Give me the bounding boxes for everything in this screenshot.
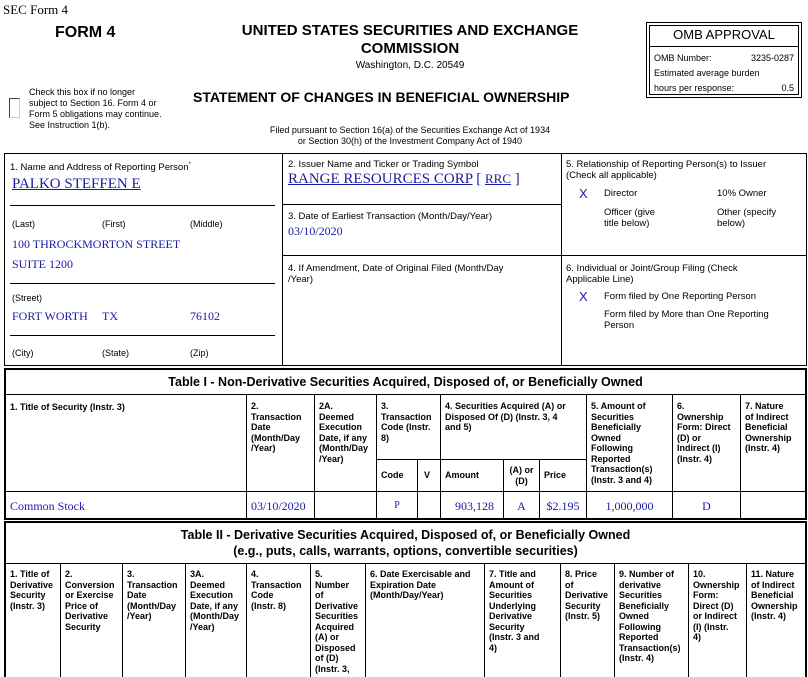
hdr-line: (Instr. 3, [315, 663, 350, 674]
ticker-link[interactable]: RRC [484, 171, 511, 186]
hdr-line: 2. [65, 569, 73, 579]
hdr-line: Securities [489, 590, 533, 600]
hdr-line: Disposed [315, 642, 356, 653]
hdr-line: Execution [319, 422, 363, 432]
other-label-l1: Other (specify [717, 207, 777, 218]
address-line2: SUITE 1200 [12, 257, 73, 271]
box5-label-l2: (Check all applicable) [566, 170, 657, 181]
table1-col-line [417, 459, 418, 520]
state-value: TX [102, 309, 118, 323]
ten-percent-owner-label: 10% Owner [717, 188, 767, 199]
hdr-line: 1. Title of [10, 569, 50, 579]
box1-line [10, 335, 275, 336]
other-label [717, 207, 776, 229]
hdr-line: Form: Direct [677, 422, 731, 432]
statement-title: STATEMENT OF CHANGES IN BENEFICIAL OWNERSHIP [193, 89, 570, 105]
hdr-line: Date, if any [319, 432, 368, 443]
row-transaction-code: P [394, 500, 400, 511]
hdr-line: Following [591, 443, 633, 453]
hdr-line: Date [251, 422, 271, 432]
hdr-line: Reported [591, 453, 631, 464]
agency-city: Washington, D.C. 20549 [355, 60, 465, 71]
hdr-line: Amount of [489, 579, 534, 590]
hdr-line: Transaction [251, 579, 302, 590]
hdr-line: Beneficially [619, 600, 670, 611]
hdr-line: Transaction(s) [619, 642, 681, 653]
hdr-line: 6. [677, 401, 685, 411]
t2-col-number-owned [619, 569, 681, 664]
last-label: (Last) [12, 219, 36, 229]
hdr-line: Securities [619, 590, 663, 600]
t1-col-amount-owned [591, 401, 653, 485]
t2-col-ownership-form [693, 569, 740, 643]
director-label: Director [604, 188, 638, 199]
row-transaction-date: 03/10/2020 [251, 499, 306, 513]
hdr-line: Following [619, 621, 661, 632]
hdr-line: Ownership [751, 600, 798, 611]
hdr-line: Number [315, 579, 350, 590]
table2-col-line [365, 563, 366, 677]
filed-pursuant [200, 125, 620, 147]
hdr-line: Indirect (I) [677, 443, 721, 453]
box1-line [10, 205, 275, 206]
hdr-line: or Indirect [693, 611, 738, 621]
hdr-line: 11. Nature [751, 569, 795, 579]
hdr-line: Date, if any [190, 600, 239, 611]
hdr-line: Securities [591, 411, 635, 422]
omb-burden-label: Estimated average burden [654, 68, 760, 78]
hdr-line: /Year) [319, 453, 344, 464]
t1-sub-aord [504, 465, 539, 486]
hdr-line: Transaction [381, 411, 432, 422]
box2-label: 2. Issuer Name and Ticker or Trading Symbol [288, 159, 479, 170]
hdr-line: Conversion [65, 579, 115, 590]
table2-col-line [614, 563, 615, 677]
hdr-line: 3. [381, 401, 389, 411]
hdr-line: Ownership [745, 432, 792, 443]
box3-label: 3. Date of Earliest Transaction (Month/Day/Year) [288, 211, 492, 222]
hdr-line: Derivative [315, 600, 359, 611]
issuer-line [288, 171, 520, 188]
hdr-line: Owned [619, 611, 650, 621]
t1-sub-amount: Amount [445, 470, 479, 480]
officer-label-l1: Officer (give [604, 207, 656, 218]
table2-col-line [560, 563, 561, 677]
row-aord: A [517, 499, 526, 513]
box4-label [288, 263, 503, 285]
box6-label-l2: Applicable Line) [566, 274, 634, 285]
hdr-line: Ownership [693, 579, 740, 590]
t2-col-nature [751, 569, 798, 622]
table2-title-l1: Table II - Derivative Securities Acquired, Disposed of, or Beneficially Owned [180, 528, 631, 542]
omb-number-value: 3235-0287 [750, 53, 794, 63]
hdr-line: Beneficial [751, 590, 794, 600]
filed-line1: Filed pursuant to Section 16(a) of the Securities Exchange Act of 1934 [269, 125, 551, 135]
table1-col-line [246, 394, 247, 520]
t2-col-transaction-code [251, 569, 302, 611]
t1-col-ownership-form [677, 401, 731, 464]
hdr-line: Execution [190, 590, 234, 600]
table2-col-line [746, 563, 747, 677]
t2-col-deemed-date [190, 569, 239, 632]
hdr-line: (Month/Day/Year) [370, 590, 444, 600]
row-price: $2.195 [546, 499, 580, 513]
checkbox-instruction [29, 87, 179, 131]
hdr-line: 4) [693, 632, 702, 642]
sec-form-label: SEC Form 4 [3, 2, 69, 17]
reporting-person-link[interactable]: PALKO STEFFEN E [12, 176, 141, 192]
t1-col-securities-acquired [445, 401, 566, 433]
bracket-close: ] [514, 171, 520, 187]
t2-col-transaction-date [127, 569, 178, 622]
t1-col-nature [745, 401, 792, 454]
hdr-line: Ownership [677, 411, 724, 422]
hdr-line: /Year) [251, 443, 276, 453]
t2-col-title [10, 569, 53, 611]
t1-col-title: 1. Title of Security (Instr. 3) [10, 402, 125, 412]
hdr-line: 8) [381, 432, 390, 443]
hdr-line: Date [127, 590, 147, 600]
zip-label: (Zip) [190, 348, 209, 358]
box1-label [10, 160, 191, 173]
hdr-line: 3. [127, 569, 135, 579]
hdr-line: Form: [693, 590, 719, 600]
hdr-line: 2A. [319, 401, 334, 411]
t1-col-date [251, 401, 302, 454]
box6-label [566, 263, 738, 285]
officer-label [604, 207, 655, 229]
table2-col-line [688, 563, 689, 677]
table2-title-l2: (e.g., puts, calls, warrants, options, convertible securities) [233, 544, 578, 558]
table1-line [4, 394, 807, 395]
hdr-line: Derivative [565, 590, 609, 600]
hdr-line: Direct (D) [693, 600, 734, 611]
filed-line2: or Section 30(h) of the Investment Company Act of 1940 [297, 136, 523, 146]
checkbox-text-line: See Instruction 1(b). [29, 120, 111, 130]
checkbox-text-line: Check this box if no longer [29, 87, 136, 97]
hdr-line: 5. [315, 569, 323, 579]
t1-sub-price: Price [544, 470, 567, 480]
box1-label-text: 1. Name and Address of Reporting Person [10, 162, 189, 174]
table2-col-line [122, 563, 123, 677]
row-amount: 903,128 [455, 499, 494, 513]
grid-divider [561, 255, 807, 256]
box6-label-l1: 6. Individual or Joint/Group Filing (Check [566, 263, 738, 274]
section16-checkbox[interactable] [9, 98, 20, 118]
table2-col-line [310, 563, 311, 677]
box5-label [566, 159, 766, 181]
hdr-line: (A) or [315, 632, 339, 642]
hdr-line: of [565, 579, 574, 590]
box1-line [10, 283, 275, 284]
hdr-line: 4. [251, 569, 259, 579]
state-label: (State) [102, 348, 130, 358]
hdr-line: (Instr. 5) [565, 611, 601, 621]
hdr-line: (Instr. 4) [619, 653, 655, 663]
t1-col-deemed-date [319, 401, 368, 464]
hdr-line: of (D) [315, 653, 339, 663]
box4-label-l2: /Year) [288, 274, 313, 285]
hdr-line: of Indirect [745, 411, 789, 422]
hdr-line: (Month/Day [127, 600, 176, 611]
table2-col-line [246, 563, 247, 677]
more-persons-label [604, 309, 769, 331]
middle-label: (Middle) [190, 219, 223, 229]
hdr-line: of [315, 590, 324, 600]
table1-col-line [314, 394, 315, 520]
checkbox-text-line: Form 5 obligations may continue. [29, 109, 162, 119]
hdr-line: Securities [315, 611, 359, 621]
table2-col-line [185, 563, 186, 677]
hdr-line: 9. Number of [619, 569, 675, 579]
agency-line1: UNITED STATES SECURITIES AND EXCHANGE [241, 22, 579, 39]
hdr-line: 5. Amount of [591, 401, 646, 411]
hdr-line: Code (Instr. [381, 422, 431, 432]
earliest-transaction-date: 03/10/2020 [288, 224, 343, 238]
hdr-line: (A) or [509, 465, 534, 475]
hdr-line: (Month/Day [251, 432, 300, 443]
director-check-mark: X [579, 186, 588, 201]
hdr-line: 3A. [190, 569, 205, 579]
t2-col-number-derivative [315, 569, 358, 674]
hdr-line: Underlying [489, 600, 537, 611]
hdr-line: 4) [489, 642, 498, 653]
more-persons-l1: Form filed by More than One Reporting [604, 309, 769, 320]
hdr-line: Security [565, 600, 601, 611]
t2-col-price [565, 569, 608, 622]
hdr-line: Price of [65, 600, 99, 611]
hdr-line: Derivative [489, 611, 533, 621]
grid-divider [561, 153, 562, 366]
hdr-line: /Year) [127, 611, 152, 621]
row-ownership-form: D [702, 499, 711, 513]
hdr-line: 6. Date Exercisable and [370, 569, 471, 579]
t2-col-exercisable-date [370, 569, 471, 601]
hdr-line: (Instr. 8) [251, 600, 287, 611]
t2-col-conversion-price [65, 569, 115, 632]
hdr-line: Security [489, 621, 525, 632]
t2-col-title-amount [489, 569, 540, 653]
table1-title: Table I - Non-Derivative Securities Acquired, Disposed of, or Beneficially Owned [168, 375, 643, 389]
omb-number-label: OMB Number: [654, 53, 712, 63]
box5-label-l1: 5. Relationship of Reporting Person(s) to Issuer [566, 159, 767, 170]
grid-divider [282, 153, 283, 366]
hdr-line: (I) (Instr. [693, 621, 729, 632]
hdr-line: (Instr. 4) [751, 611, 787, 621]
hdr-line: Transaction [127, 579, 178, 590]
hdr-line: (Instr. 4) [745, 443, 781, 453]
hdr-line: Transaction(s) [591, 464, 653, 474]
hdr-line: 2. [251, 401, 259, 411]
hdr-line: 7. Nature [745, 401, 784, 411]
city-value: FORT WORTH [12, 309, 88, 323]
hdr-line: (Instr. 4) [677, 453, 713, 464]
hdr-line: Deemed [319, 411, 355, 422]
officer-label-l2: title below) [604, 218, 650, 229]
other-label-l2: below) [717, 218, 745, 229]
city-label: (City) [12, 348, 34, 358]
table2-col-line [484, 563, 485, 677]
hdr-line: Security [65, 621, 101, 632]
grid-divider [282, 204, 561, 205]
t1-sub-v: V [424, 470, 431, 480]
hdr-line: 7. Title and [489, 569, 536, 579]
hdr-line: and 5) [445, 422, 472, 432]
t1-sub-code: Code [381, 470, 404, 480]
hdr-line: (Instr. 3 and [489, 632, 540, 642]
table2-col-line [60, 563, 61, 677]
issuer-name-link[interactable]: RANGE RESOURCES CORP [288, 171, 473, 187]
table1-line [377, 459, 586, 460]
hdr-line: of Indirect [751, 579, 795, 590]
table2-title [4, 527, 807, 559]
hdr-line: (Month/Day [319, 443, 368, 453]
hdr-line: Transaction [251, 411, 302, 422]
box1-asterisk: * [188, 162, 191, 168]
hdr-line: (D) [515, 475, 528, 486]
hdr-line: (Month/Day [190, 611, 239, 621]
hdr-line: derivative [619, 579, 662, 590]
hdr-line: Reported [619, 632, 659, 642]
omb-hours-label: hours per response: [654, 83, 735, 93]
address-line1: 100 THROCKMORTON STREET [12, 237, 181, 251]
hdr-line: Deemed [190, 579, 226, 590]
omb-title: OMB APPROVAL [673, 27, 775, 42]
hdr-line: 8. Price [565, 569, 598, 579]
agency-line2: COMMISSION [360, 40, 460, 57]
hdr-line: (Instr. 3) [10, 600, 46, 611]
bracket-open: [ [476, 171, 482, 187]
form-title: FORM 4 [55, 24, 116, 41]
hdr-line: Acquired [315, 621, 355, 632]
row-security-title: Common Stock [10, 499, 86, 513]
t1-col-transaction-code [381, 401, 432, 443]
hdr-line: or Exercise [65, 590, 114, 600]
omb-divider [649, 46, 799, 47]
hdr-line: Disposed Of (D) (Instr. 3, 4 [445, 411, 558, 422]
table1-col-line [740, 394, 741, 520]
hdr-line: 4. Securities Acquired (A) or [445, 401, 566, 411]
hdr-line: Code [251, 590, 274, 600]
agency-name [210, 22, 610, 58]
hdr-line: Derivative [10, 579, 54, 590]
omb-hours-value: 0.5 [781, 83, 794, 93]
hdr-line: Beneficial [745, 422, 788, 432]
zip-value: 76102 [190, 309, 220, 323]
grid-divider [282, 255, 561, 256]
table2-line [4, 563, 807, 564]
more-persons-l2: Person [604, 320, 635, 331]
first-label: (First) [102, 219, 126, 229]
one-person-label: Form filed by One Reporting Person [604, 291, 757, 302]
hdr-line: Expiration Date [370, 579, 437, 590]
hdr-line: Derivative [65, 611, 109, 621]
hdr-line: (Instr. 3 and 4) [591, 474, 653, 485]
one-person-check-mark: X [579, 289, 588, 304]
row-amount-owned: 1,000,000 [605, 499, 654, 513]
hdr-line: 10. [693, 569, 706, 579]
hdr-line: (D) or [677, 432, 701, 443]
hdr-line: Owned [591, 432, 622, 443]
table1-line [4, 491, 807, 492]
hdr-line: Security [10, 590, 46, 600]
checkbox-text-line: subject to Section 16. Form 4 or [29, 98, 157, 108]
hdr-line: Beneficially [591, 422, 642, 432]
hdr-line: /Year) [190, 621, 215, 632]
box4-label-l1: 4. If Amendment, Date of Original Filed (Month/Day [288, 263, 504, 274]
street-label: (Street) [12, 293, 43, 303]
